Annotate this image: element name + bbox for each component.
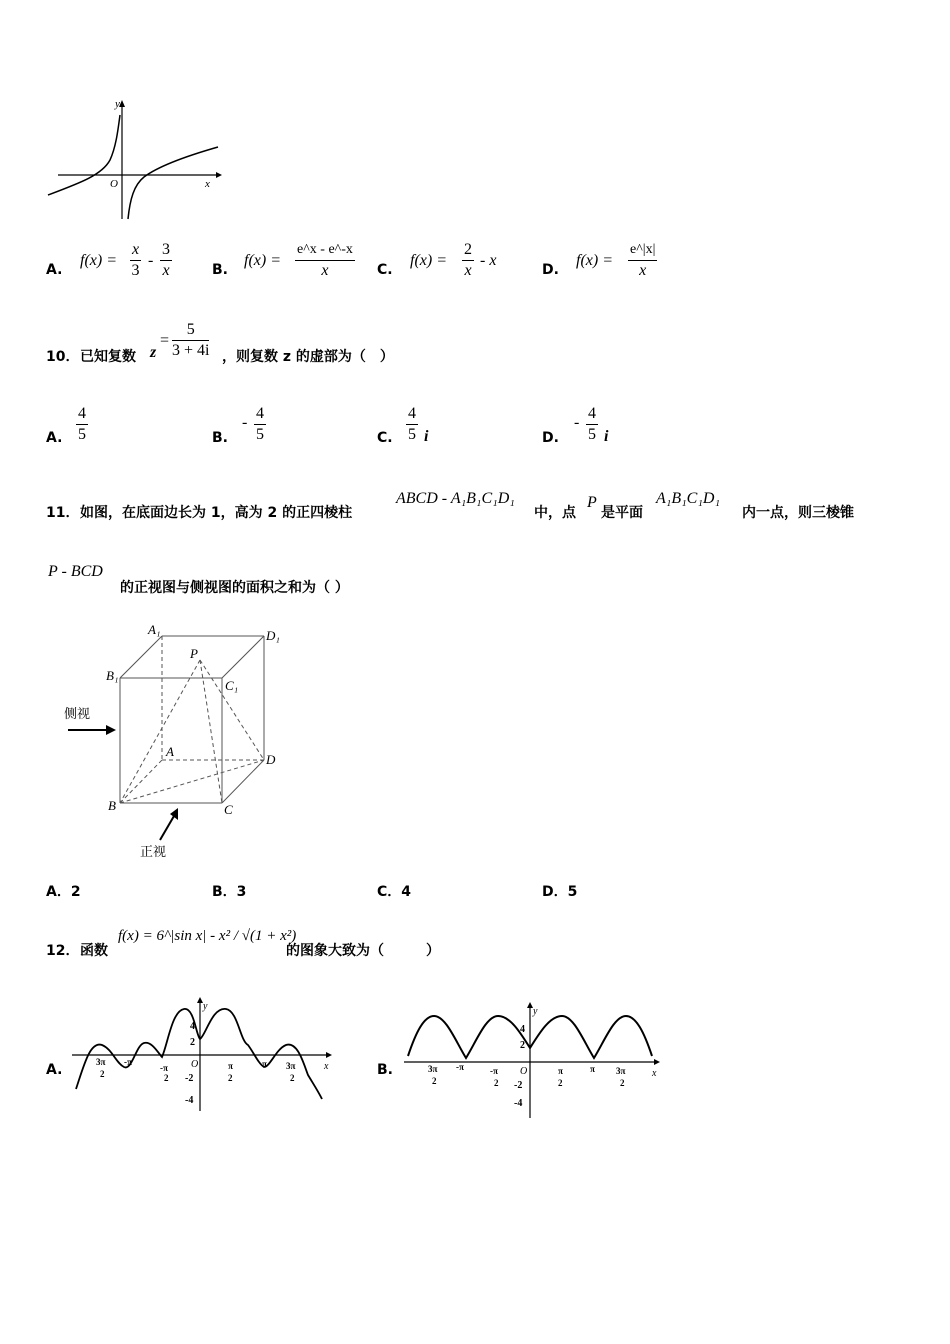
fraction-2: $\frac{3}{x}$ <box>162 241 170 279</box>
imag-unit: i <box>604 428 609 445</box>
question-text: 内一点，则三棱锥 <box>742 505 854 521</box>
option-letter: C. <box>377 430 393 446</box>
label-p: P <box>190 646 198 661</box>
question-text: 函数 <box>80 943 108 959</box>
option-value: 3 <box>236 884 247 900</box>
minus-sign: - <box>148 252 154 269</box>
pyramid-name: P - BCD <box>48 563 103 580</box>
svg-text:-π: -π <box>490 1066 498 1076</box>
graph-a <box>72 995 334 1113</box>
option-lhs: f(x) = <box>576 252 613 269</box>
svg-text:-2: -2 <box>514 1080 523 1091</box>
svg-text:2: 2 <box>620 1078 625 1088</box>
svg-text:y: y <box>203 1001 208 1012</box>
option-letter: B. <box>212 262 228 278</box>
minus-sign: - <box>574 414 580 431</box>
fraction: $\frac{4}{5}$ <box>256 405 264 443</box>
svg-text:2: 2 <box>164 1073 169 1083</box>
fraction: $\frac{4}{5}$ <box>588 405 596 443</box>
y-label: y <box>115 98 120 110</box>
label-d: D <box>266 752 276 767</box>
svg-text:2: 2 <box>494 1078 499 1088</box>
svg-text:2: 2 <box>432 1076 437 1086</box>
svg-text:3π: 3π <box>96 1057 106 1067</box>
option-lhs: f(x) = <box>80 252 117 269</box>
question-text: 已知复数 <box>80 349 136 365</box>
question-number: 12． <box>46 943 80 959</box>
svg-text:3π: 3π <box>616 1066 626 1076</box>
fraction: $\frac{4}{5}$ <box>78 405 86 443</box>
question-text: 的图象大致为（ ） <box>286 943 440 959</box>
svg-text:-π: -π <box>456 1062 464 1072</box>
fraction: $\frac{e\^{}|x|}{x}$ <box>630 242 656 279</box>
fraction: $\frac{2}{x}$ <box>464 241 472 279</box>
svg-text:2: 2 <box>190 1037 195 1048</box>
front-view-label: 正视 <box>140 844 167 859</box>
svg-text:π: π <box>558 1066 563 1076</box>
svg-text:π: π <box>590 1064 595 1074</box>
imag-unit: i <box>424 428 429 445</box>
question-text: ，则复数 z 的虚部为（ ） <box>222 349 394 365</box>
option-letter: B． <box>212 884 237 900</box>
point-p: P <box>587 494 597 511</box>
svg-text:O: O <box>191 1059 199 1070</box>
fraction-1: $\frac{x}{3}$ <box>131 241 140 279</box>
svg-text:x: x <box>652 1068 657 1079</box>
svg-text:O: O <box>520 1066 528 1077</box>
svg-text:-π: -π <box>160 1063 168 1073</box>
svg-text:2: 2 <box>228 1073 233 1083</box>
option-letter: D． <box>542 884 568 900</box>
option-letter: B. <box>377 1062 393 1078</box>
label-a1: A₁ <box>148 622 161 637</box>
option-letter: C. <box>377 262 393 278</box>
tail-term: - x <box>480 252 497 269</box>
prism-name: ABCD - A₁B₁C₁D₁ <box>396 490 515 507</box>
question-text: 是平面 <box>601 505 643 521</box>
q11-option-a[interactable] <box>46 881 81 901</box>
label-b: B <box>108 798 116 813</box>
option-value: 2 <box>70 884 81 900</box>
label-a: A <box>166 744 174 759</box>
svg-text:-4: -4 <box>185 1095 194 1106</box>
origin-label: O <box>110 178 118 190</box>
option-letter: A. <box>46 262 63 278</box>
fraction: $\frac{4}{5}$ <box>408 405 416 443</box>
var-z: z <box>150 344 157 361</box>
option-letter: A． <box>46 884 71 900</box>
question-text: 中，点 <box>534 505 576 521</box>
option-value: 4 <box>401 884 412 900</box>
svg-text:-π: -π <box>124 1057 132 1067</box>
option-value: 5 <box>567 884 578 900</box>
q9-graph <box>40 95 230 225</box>
label-c1: C₁ <box>225 678 239 693</box>
svg-text:3π: 3π <box>286 1061 296 1071</box>
svg-text:y: y <box>533 1006 538 1017</box>
option-letter: D. <box>542 262 559 278</box>
function-formula: f(x) = 6^|sin x| - x² / √(1 + x²) <box>118 928 297 944</box>
svg-text:3π: 3π <box>428 1064 438 1074</box>
option-letter: C． <box>377 884 402 900</box>
svg-text:π: π <box>262 1059 267 1069</box>
svg-text:2: 2 <box>520 1040 525 1051</box>
q11-prism-figure <box>56 618 296 866</box>
option-lhs: f(x) = <box>410 252 447 269</box>
label-b1: B₁ <box>106 668 119 683</box>
graph-b <box>404 1002 666 1120</box>
svg-text:2: 2 <box>558 1078 563 1088</box>
option-lhs: f(x) = <box>244 252 281 269</box>
option-letter: A. <box>46 430 63 446</box>
svg-text:x: x <box>324 1061 329 1072</box>
svg-text:π: π <box>228 1061 233 1071</box>
svg-text:-4: -4 <box>514 1098 523 1109</box>
q11-option-c[interactable] <box>377 881 411 901</box>
fraction: $\frac{e\^{}x - e\^{}-x}{x}$ <box>297 242 353 279</box>
q11-option-b[interactable] <box>212 881 246 901</box>
question-text: 的正视图与侧视图的面积之和为（ ） <box>120 580 349 596</box>
question-text: 如图，在底面边长为 1，高为 2 的正四棱柱 <box>80 505 353 521</box>
question-number: 10． <box>46 349 80 365</box>
plane-name: A₁B₁C₁D₁ <box>656 490 721 507</box>
x-label: x <box>205 178 210 190</box>
question-number: 11． <box>46 505 80 521</box>
svg-text:2: 2 <box>290 1073 295 1083</box>
option-letter: D. <box>542 430 559 446</box>
label-d1: D₁ <box>266 628 280 643</box>
svg-text:4: 4 <box>520 1024 525 1035</box>
option-letter: B. <box>212 430 228 446</box>
fraction: $\frac{5}{3 + 4i}$ <box>172 321 210 359</box>
label-c: C <box>224 802 233 817</box>
front-view-arrow <box>160 816 174 840</box>
option-letter: A. <box>46 1062 63 1078</box>
side-view-label: 侧视 <box>64 706 91 721</box>
svg-text:-2: -2 <box>185 1073 194 1084</box>
q11-option-d[interactable] <box>542 881 577 901</box>
minus-sign: - <box>242 414 248 431</box>
svg-text:2: 2 <box>100 1069 105 1079</box>
svg-text:4: 4 <box>190 1021 195 1032</box>
